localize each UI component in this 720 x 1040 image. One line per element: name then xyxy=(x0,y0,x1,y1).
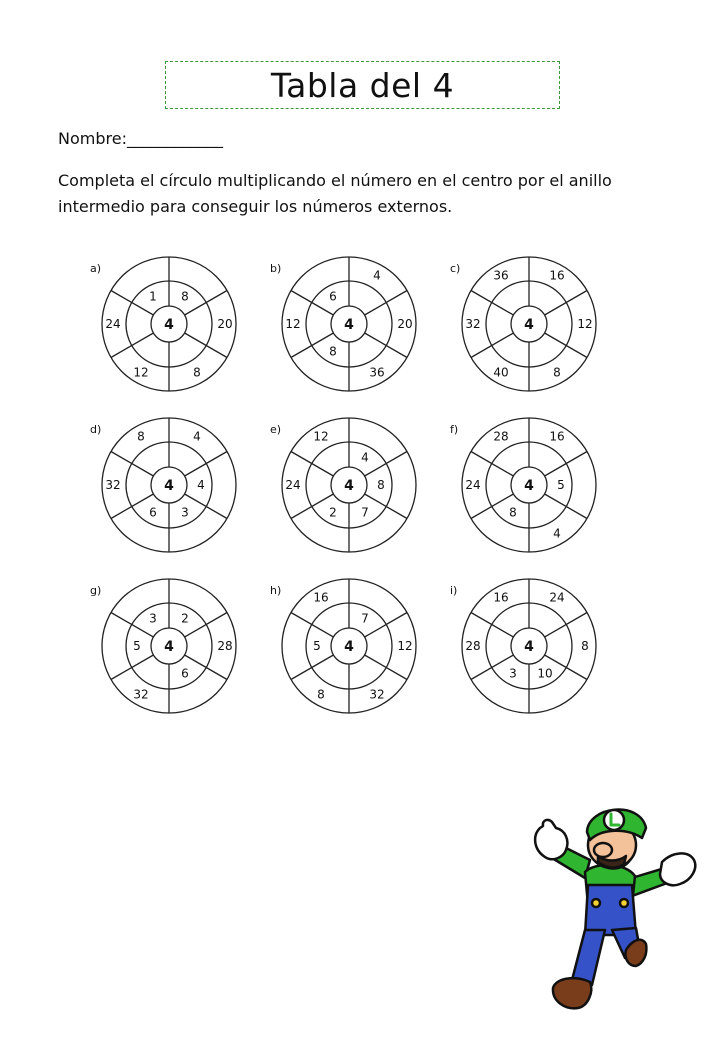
outer-number: 24 xyxy=(105,317,121,331)
inner-number: 7 xyxy=(361,505,369,520)
circle-label: b) xyxy=(270,262,282,275)
outer-number: 12 xyxy=(313,429,329,444)
inner-number: 5 xyxy=(557,478,565,492)
name-blank: ____________ xyxy=(126,129,223,148)
outer-number: 12 xyxy=(133,365,149,380)
outer-number: 16 xyxy=(493,590,509,605)
inner-number: 3 xyxy=(149,611,157,626)
outer-number: 8 xyxy=(581,639,589,653)
instructions: Completa el círculo multiplicando el número en el centro por el anillo intermedio para conseguir los números externos. xyxy=(58,171,612,216)
outer-number: 24 xyxy=(465,478,481,492)
outer-number: 16 xyxy=(549,268,565,283)
outer-number: 12 xyxy=(397,639,413,653)
worksheet-title: Tabla del 4 xyxy=(270,65,455,105)
inner-number: 8 xyxy=(509,505,517,520)
center-number: 4 xyxy=(164,317,174,333)
name-label: Nombre: xyxy=(58,129,127,148)
center-number: 4 xyxy=(344,639,354,655)
outer-number: 32 xyxy=(133,687,149,702)
outer-number: 24 xyxy=(285,478,301,492)
inner-number: 8 xyxy=(181,289,189,304)
outer-number: 28 xyxy=(465,639,481,653)
inner-number: 8 xyxy=(377,478,385,492)
outer-number: 32 xyxy=(105,478,121,492)
outer-number: 4 xyxy=(553,526,561,541)
circle-label: i) xyxy=(450,584,458,597)
circle-label: g) xyxy=(90,584,102,597)
outer-number: 16 xyxy=(313,590,329,605)
outer-number: 28 xyxy=(217,639,233,653)
outer-number: 12 xyxy=(577,317,593,331)
inner-number: 4 xyxy=(197,478,205,492)
center-number: 4 xyxy=(344,478,354,494)
center-number: 4 xyxy=(524,639,534,655)
outer-number: 28 xyxy=(493,429,509,444)
center-number: 4 xyxy=(524,478,534,494)
outer-number: 24 xyxy=(549,590,565,605)
inner-number: 2 xyxy=(181,611,189,626)
inner-number: 6 xyxy=(329,289,337,304)
outer-number: 4 xyxy=(373,268,381,283)
circle-label: d) xyxy=(90,423,102,436)
inner-number: 3 xyxy=(509,666,517,681)
inner-number: 3 xyxy=(181,505,189,520)
inner-number: 1 xyxy=(149,289,157,304)
inner-number: 5 xyxy=(313,639,321,653)
outer-number: 8 xyxy=(317,687,325,702)
outer-number: 12 xyxy=(285,317,301,331)
inner-number: 5 xyxy=(133,639,141,653)
inner-number: 2 xyxy=(329,505,337,520)
outer-number: 32 xyxy=(369,687,385,702)
circle-label: c) xyxy=(450,262,461,275)
outer-number: 40 xyxy=(493,365,509,380)
outer-number: 8 xyxy=(137,429,145,444)
center-number: 4 xyxy=(164,478,174,494)
outer-number: 32 xyxy=(465,317,481,331)
inner-number: 6 xyxy=(149,505,157,520)
outer-number: 36 xyxy=(493,268,509,283)
circle-label: f) xyxy=(450,423,459,436)
outer-number: 20 xyxy=(397,317,413,331)
inner-number: 8 xyxy=(329,344,337,359)
circle-label: h) xyxy=(270,584,282,597)
outer-number: 36 xyxy=(369,365,385,380)
circle-label: a) xyxy=(90,262,102,275)
inner-number: 6 xyxy=(181,666,189,681)
circle-label: e) xyxy=(270,423,282,436)
center-number: 4 xyxy=(164,639,174,655)
outer-number: 16 xyxy=(549,429,565,444)
outer-number: 4 xyxy=(193,429,201,444)
inner-number: 4 xyxy=(361,450,369,465)
outer-number: 20 xyxy=(217,317,233,331)
outer-number: 8 xyxy=(193,365,201,380)
center-number: 4 xyxy=(524,317,534,333)
outer-number: 8 xyxy=(553,365,561,380)
center-number: 4 xyxy=(344,317,354,333)
inner-number: 10 xyxy=(537,666,553,681)
inner-number: 7 xyxy=(361,611,369,626)
